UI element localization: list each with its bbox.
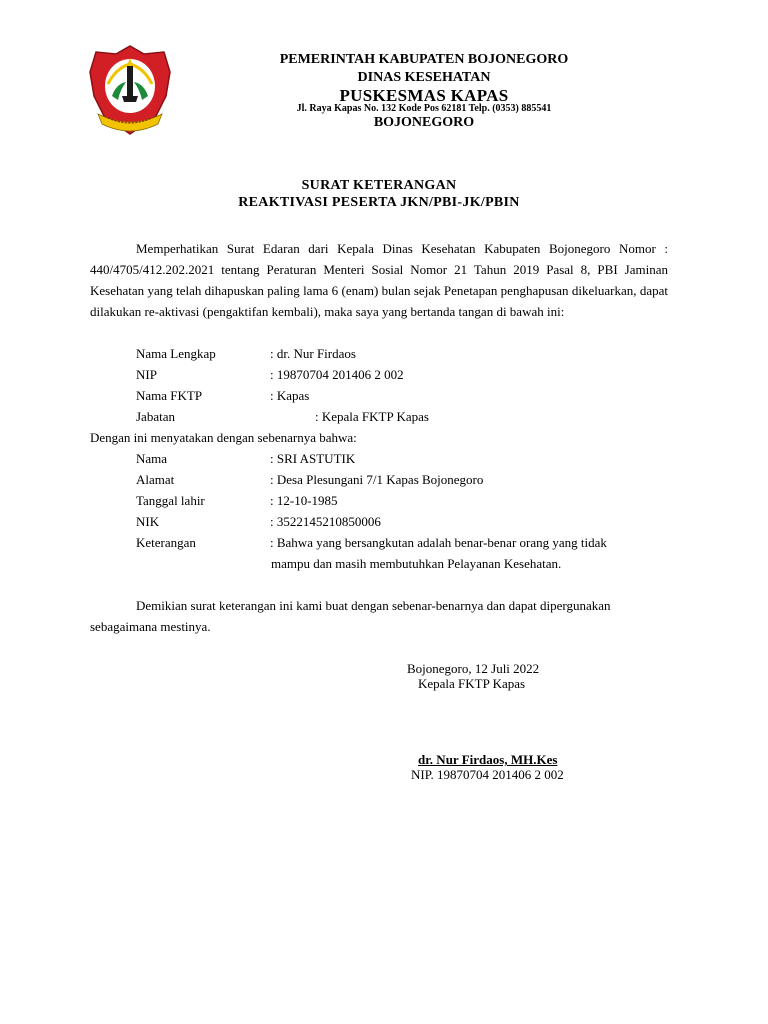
subject-name-label: Nama [136, 451, 168, 466]
signer-nip-label: NIP [136, 367, 157, 382]
signature-nip: NIP. 19870704 201406 2 002 [411, 767, 564, 782]
subject-address-label: Alamat [136, 472, 175, 487]
subject-address-value: : Desa Plesungani 7/1 Kapas Bojonegoro [270, 472, 484, 487]
signer-nip-value: : 19870704 201406 2 002 [270, 367, 404, 382]
subject-remarks-value-continued: mampu dan masih membutuhkan Pelayanan Kesehatan. [271, 556, 562, 571]
subject-nik-label: NIK [136, 514, 160, 529]
subject-name-value: : SRI ASTUTIK [270, 451, 356, 466]
signer-name-value: : dr. Nur Firdaos [270, 346, 356, 361]
signer-position-label: Jabatan [136, 409, 175, 424]
letterhead-department: DINAS KESEHATAN [357, 70, 491, 85]
subject-birthdate-value: : 12-10-1985 [270, 493, 338, 508]
intro-paragraph: Memperhatikan Surat Edaran dari Kepala Dinas Kesehatan Kabupaten Bojonegoro Nomor : 440/4705/412.202.2021 tentang Peraturan Menteri Sosial Nomor 21 Tahun 2019 Pasal 8, PBI Jaminan Kesehatan yang telah dihapuskan paling lama 6 (enam) bulan sejak Penetapan penghapusan dikeluarkan, dapat dilakukan re-aktivasi (pengaktifan kembali), maka saya yang bertanda tangan di bawah ini: [90, 241, 668, 319]
subject-remarks-label: Keterangan [136, 535, 196, 550]
subject-nik-value: : 3522145210850006 [270, 514, 381, 529]
signer-fktp-label: Nama FKTP [136, 388, 203, 403]
document-title: SURAT KETERANGAN [301, 178, 457, 193]
subject-birthdate-label: Tanggal lahir [136, 493, 205, 508]
signature-name: dr. Nur Firdaos, MH.Kes [418, 752, 558, 767]
signer-fktp-value: : Kapas [270, 388, 310, 403]
subject-remarks-value: : Bahwa yang bersangkutan adalah benar-benar orang yang tidak [270, 535, 607, 550]
signer-position-value: : Kepala FKTP Kapas [315, 409, 429, 424]
letterhead-government: PEMERINTAH KABUPATEN BOJONEGORO [279, 52, 569, 67]
bojonegoro-regency-emblem-icon [86, 44, 174, 140]
letterhead-address: Jl. Raya Kapas No. 132 Kode Pos 62181 Telp. (0353) 885541 [296, 103, 552, 114]
signature-place-date: Bojonegoro, 12 Juli 2022 [407, 661, 540, 676]
letterhead-city: BOJONEGORO [373, 115, 475, 130]
letterhead-institution: PUSKESMAS KAPAS [339, 86, 509, 105]
closing-paragraph: Demikian surat keterangan ini kami buat dengan sebenar-benarnya dan dapat dipergunakan sebagaimana mestinya. [90, 598, 611, 634]
signature-position: Kepala FKTP Kapas [418, 676, 526, 691]
statement-line: Dengan ini menyatakan dengan sebenarnya bahwa: [90, 430, 357, 445]
signer-name-label: Nama Lengkap [136, 346, 216, 361]
document-subtitle: REAKTIVASI PESERTA JKN/PBI-JK/PBIN [238, 195, 520, 210]
